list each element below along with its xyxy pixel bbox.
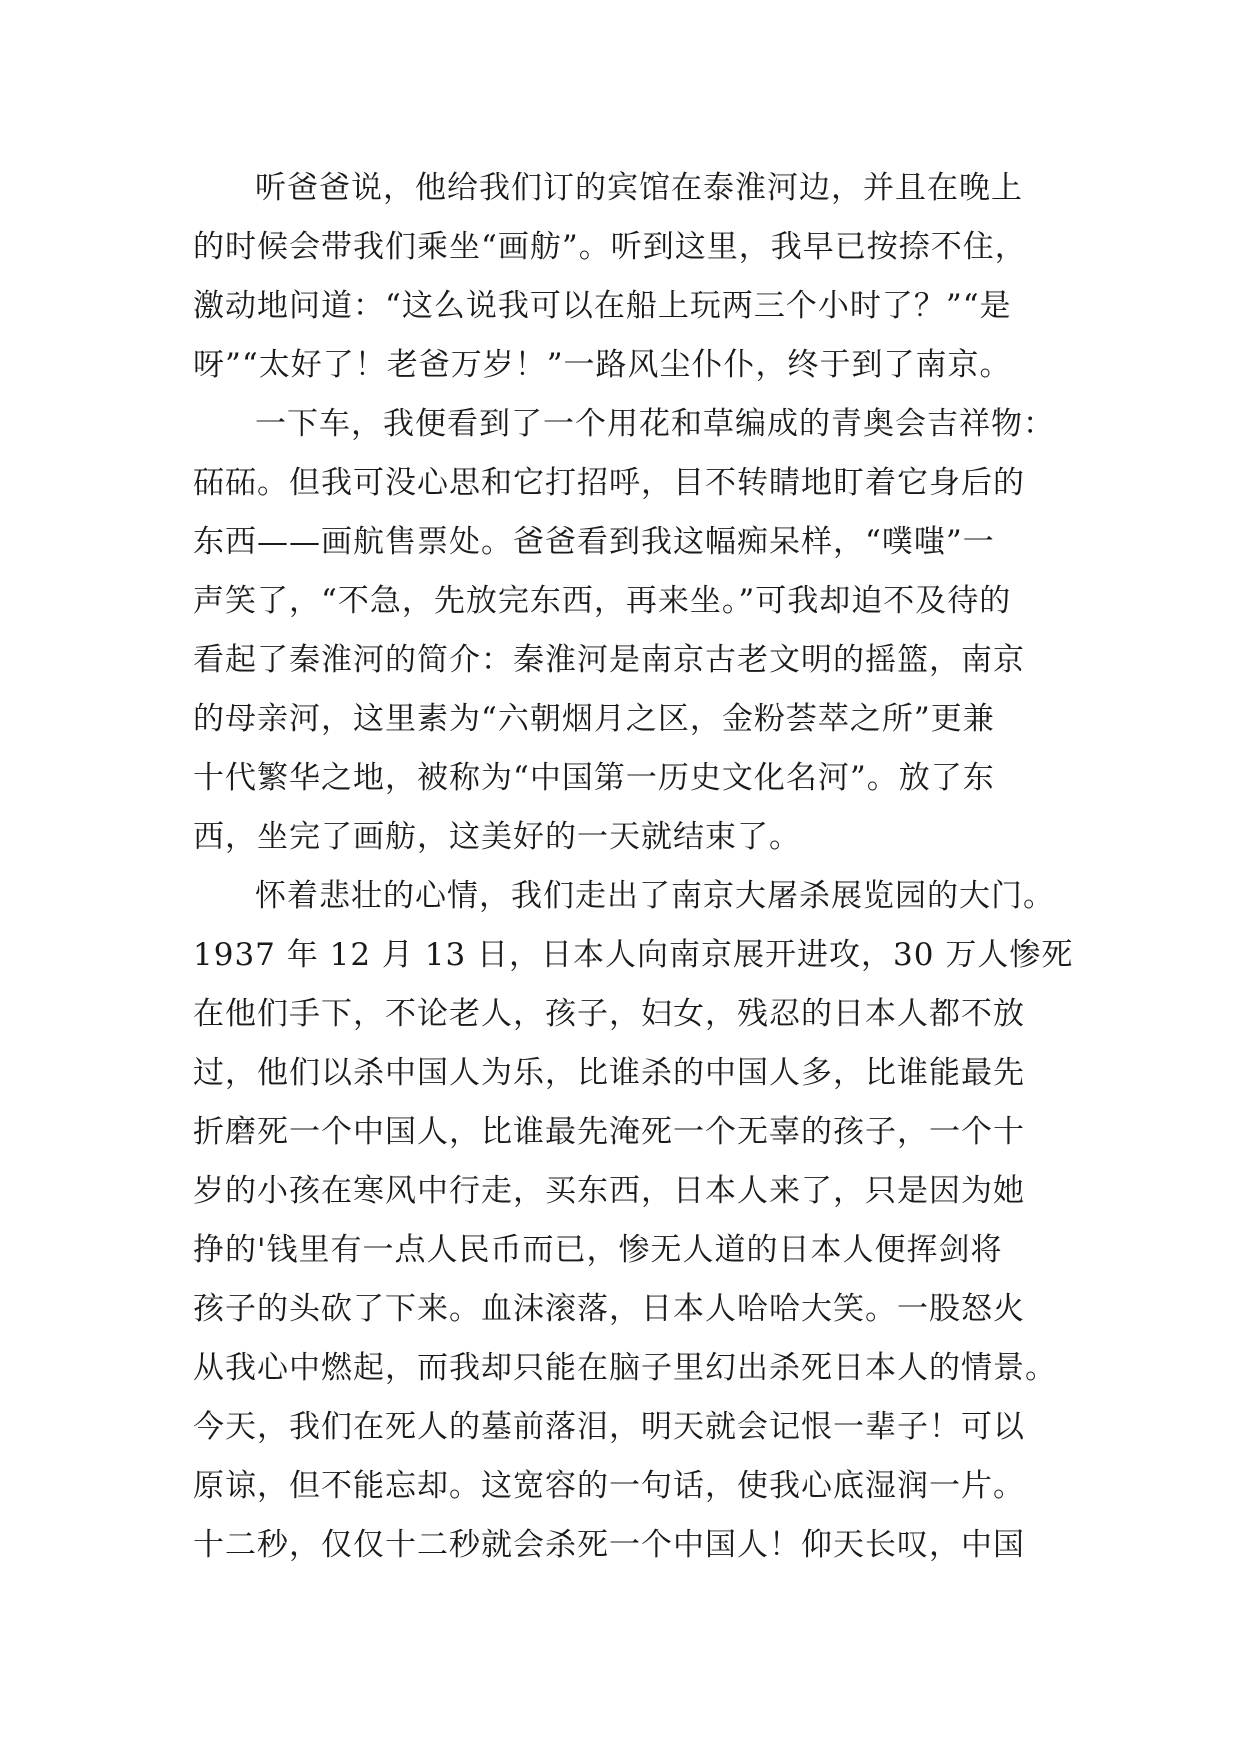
paragraph-2-line-8: 西，坐完了画舫，这美好的一天就结束了。 (193, 819, 801, 855)
paragraph-3-line-11: 原谅，但不能忘却。这宽容的一句话，使我心底湿润一片。 (193, 1468, 1025, 1504)
paragraph-3-line-7: 挣的'钱里有一点人民币而已，惨无人道的日本人便挥剑将 (193, 1232, 1003, 1268)
paragraph-2-line-5: 看起了秦淮河的简介：秦淮河是南京古老文明的摇篮，南京 (193, 642, 1025, 678)
paragraph-2-line-1: 一下车，我便看到了一个用花和草编成的青奥会吉祥物： (255, 406, 1055, 442)
paragraph-1-line-4: 呀”“太好了！老爸万岁！”一路风尘仆仆，终于到了南京。 (193, 347, 1012, 383)
paragraph-2-line-3: 东西——画航售票处。爸爸看到我这幅痴呆样，“噗嗤”一 (193, 524, 995, 560)
paragraph-2-line-7: 十代繁华之地，被称为“中国第一历史文化名河”。放了东 (193, 760, 995, 796)
paragraph-1-line-3: 激动地问道：“这么说我可以在船上玩两三个小时了？”“是 (193, 288, 1012, 324)
paragraph-3-line-8: 孩子的头砍了下来。血沫滚落，日本人哈哈大笑。一股怒火 (193, 1291, 1025, 1327)
paragraph-3-line-4: 过，他们以杀中国人为乐，比谁杀的中国人多，比谁能最先 (193, 1055, 1025, 1091)
paragraph-1-line-2: 的时候会带我们乘坐“画舫”。听到这里，我早已按捺不住， (193, 229, 1027, 265)
paragraph-3-line-10: 今天，我们在死人的墓前落泪，明天就会记恨一辈子！可以 (193, 1409, 1025, 1445)
paragraph-3-line-5: 折磨死一个中国人，比谁最先淹死一个无辜的孩子，一个十 (193, 1114, 1025, 1150)
paragraph-1-line-1: 听爸爸说，他给我们订的宾馆在泰淮河边，并且在晚上 (255, 170, 1023, 206)
document-body (193, 159, 1074, 1575)
paragraph-3-line-9: 从我心中燃起，而我却只能在脑子里幻出杀死日本人的情景。 (193, 1350, 1057, 1386)
paragraph-2-line-6: 的母亲河，这里素为“六朝烟月之区，金粉荟萃之所”更兼 (193, 701, 995, 737)
paragraph-3-line-2: 1937 年 12 月 13 日，日本人向南京展开进攻，30 万人惨死 (193, 937, 1074, 973)
paragraph-2-line-2: 砳砳。但我可没心思和它打招呼，目不转睛地盯着它身后的 (193, 465, 1025, 501)
paragraph-3-line-12: 十二秒，仅仅十二秒就会杀死一个中国人！仰天长叹，中国 (193, 1527, 1025, 1563)
paragraph-3-line-6: 岁的小孩在寒风中行走，买东西，日本人来了，只是因为她 (193, 1173, 1025, 1209)
paragraph-3-line-3: 在他们手下，不论老人，孩子，妇女，残忍的日本人都不放 (193, 996, 1025, 1032)
paragraph-3-line-1: 怀着悲壮的心情，我们走出了南京大屠杀展览园的大门。 (255, 878, 1055, 914)
paragraph-2-line-4: 声笑了，“不急，先放完东西，再来坐。”可我却迫不及待的 (193, 583, 1012, 619)
